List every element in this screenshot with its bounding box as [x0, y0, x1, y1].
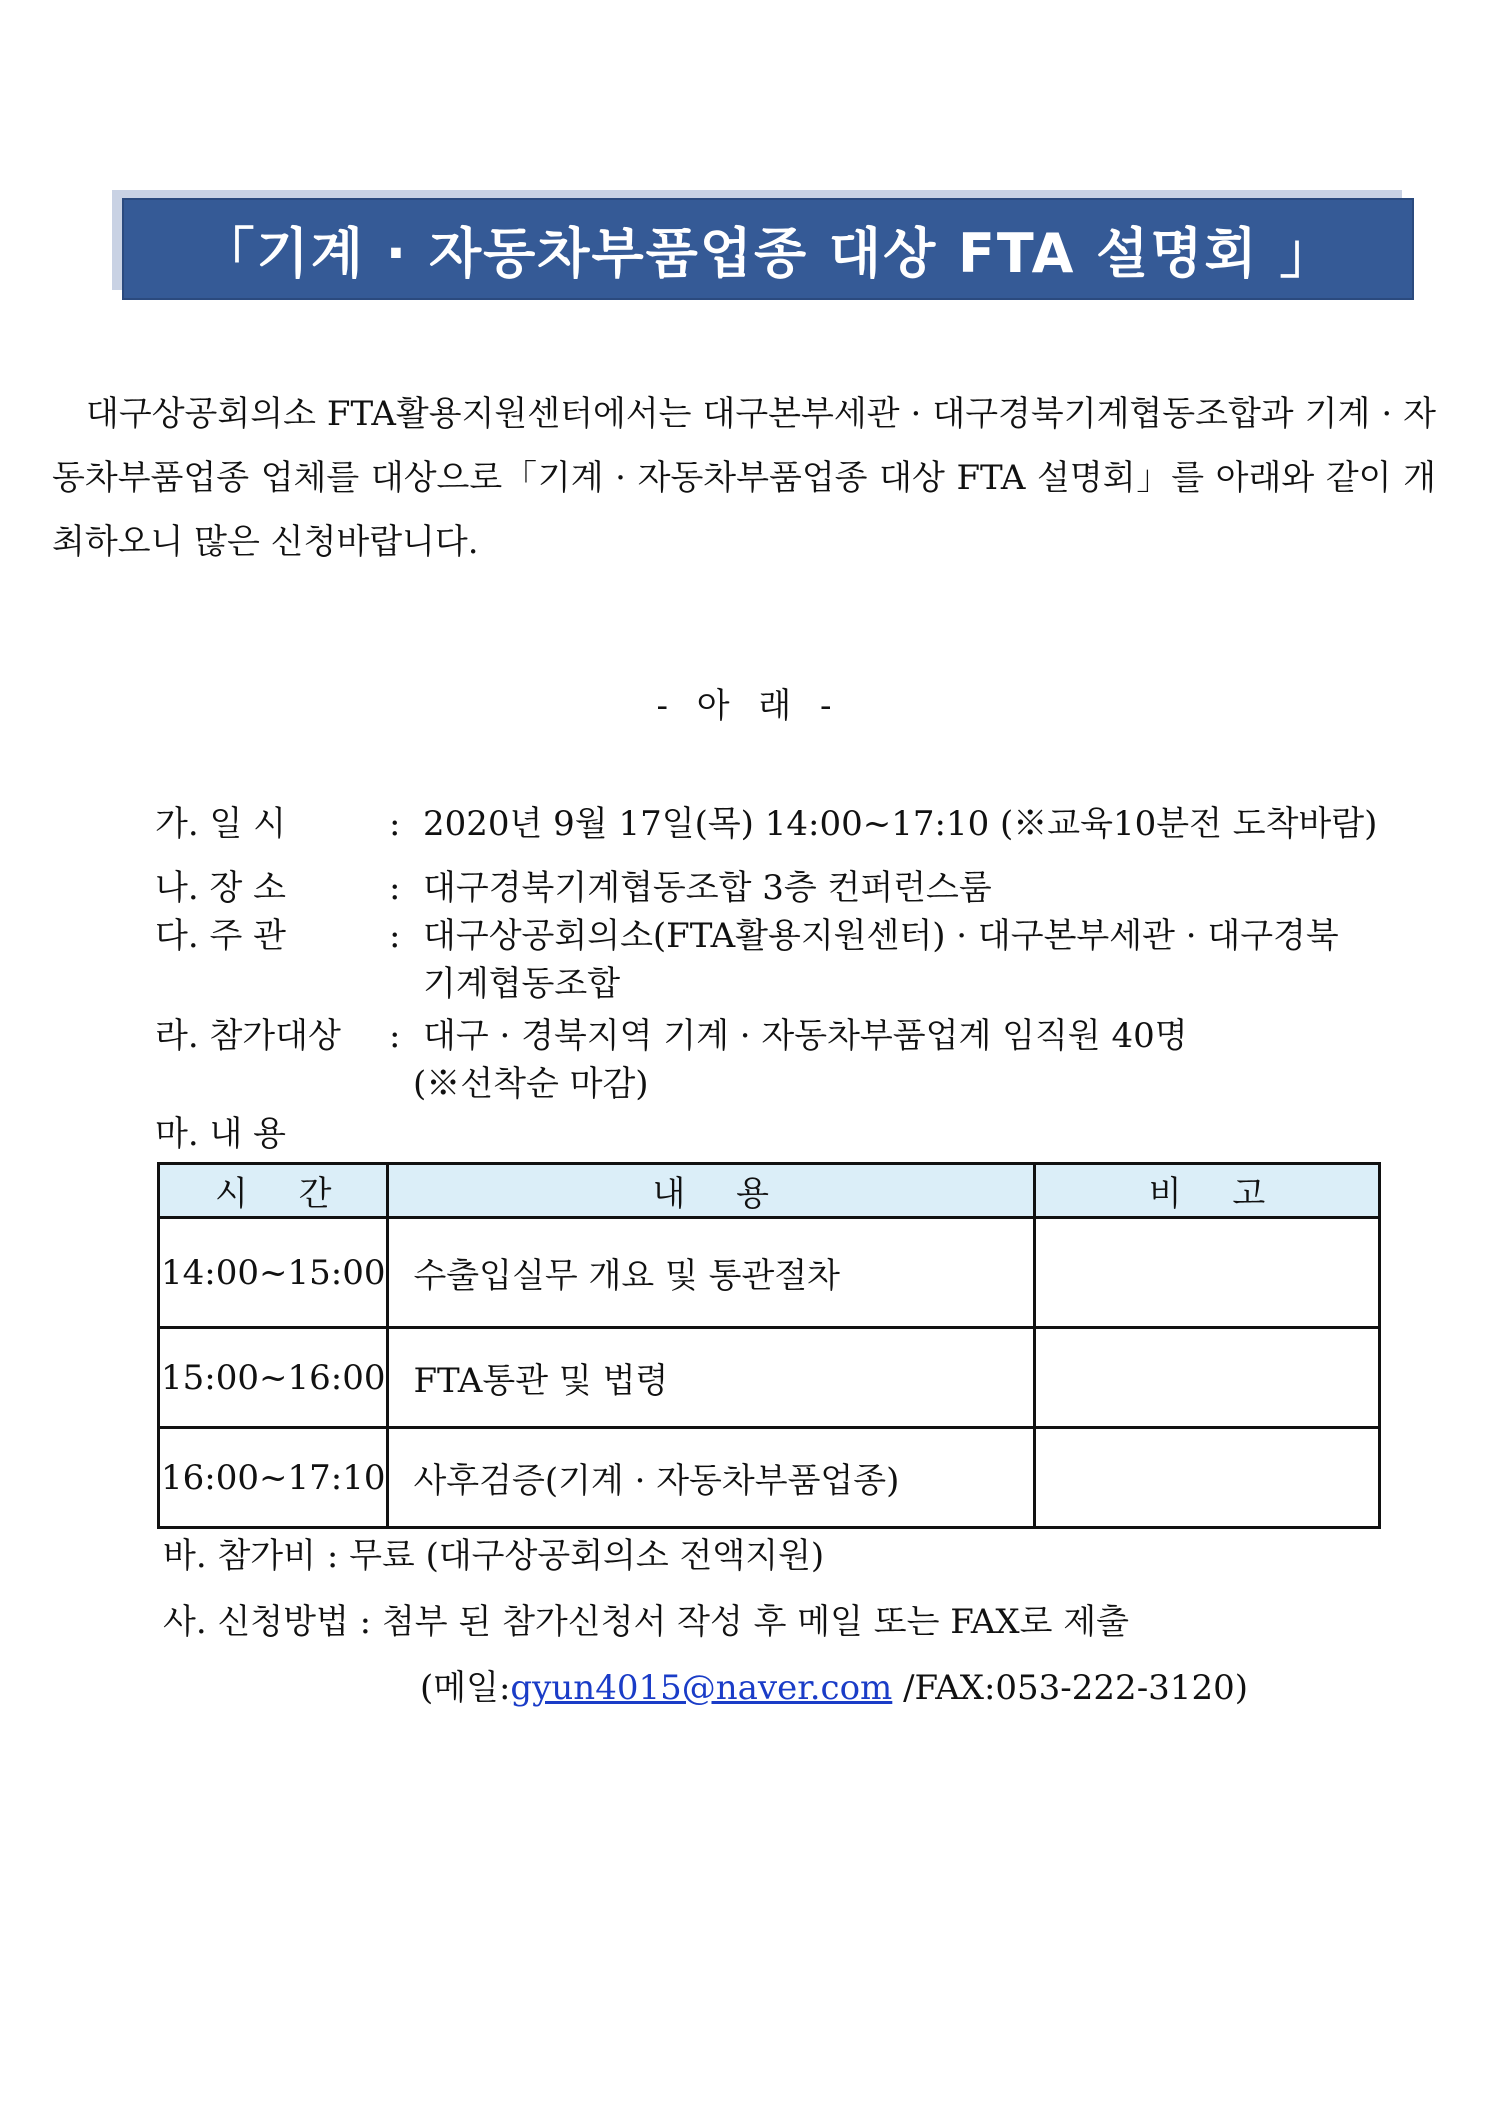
- item-apply-content: 첨부 된 참가신청서 작성 후 메일 또는 FAX로 제출: [381, 1602, 1129, 1642]
- item-fee-content: 무료 (대구상공회의소 전액지원): [349, 1536, 825, 1576]
- item-venue-content: 대구경북기계협동조합 3층 컨퍼런스룸: [423, 868, 992, 908]
- mail-prefix: (메일:: [420, 1668, 511, 1708]
- item-venue-label: 나. 장 소: [155, 868, 286, 908]
- colon: :: [389, 804, 401, 844]
- item-apply-label: 사. 신청방법: [163, 1602, 349, 1642]
- item-host: [155, 912, 1339, 960]
- notice-heading: - 아 래 -: [656, 686, 832, 726]
- item-fee-label: 바. 참가비: [163, 1536, 316, 1576]
- table-row: [159, 1218, 1380, 1328]
- row-note: [1035, 1428, 1380, 1528]
- colon: :: [359, 1602, 382, 1642]
- item-apply-contact: [420, 1664, 1248, 1712]
- colon: :: [326, 1536, 350, 1576]
- row-content: 사후검증(기계 · 자동차부품업종): [388, 1428, 1035, 1528]
- item-date-content: 2020년 9월 17일(목) 14:00~17:10 (※교육10분전 도착바람): [423, 804, 1378, 844]
- item-date-label: 가. 일 시: [155, 804, 286, 844]
- header-time: 시 간: [159, 1164, 388, 1218]
- row-content: 수출입실무 개요 및 통관절차: [388, 1218, 1035, 1328]
- item-program: [155, 1110, 389, 1158]
- row-time: 15:00~16:00: [159, 1328, 388, 1428]
- row-time: 14:00~15:00: [159, 1218, 388, 1328]
- header-content: 내 용: [388, 1164, 1035, 1218]
- colon: :: [389, 916, 401, 956]
- table-header-row: [159, 1164, 1380, 1218]
- row-note: [1035, 1328, 1380, 1428]
- item-target: [155, 1012, 1188, 1060]
- page-title: 「기계 · 자동차부품업종 대상 FTA 설명회 」: [200, 221, 1336, 285]
- item-host-content-line2: 기계협동조합: [423, 964, 621, 1004]
- fax-number: /FAX:053-222-3120): [892, 1668, 1248, 1708]
- item-target-label: 라. 참가대상: [155, 1016, 341, 1056]
- table-row: [159, 1428, 1380, 1528]
- colon: :: [389, 1016, 401, 1056]
- item-target-content: 대구 · 경북지역 기계 · 자동차부품업계 임직원 40명: [423, 1016, 1188, 1056]
- item-program-label: 마. 내 용: [155, 1114, 286, 1154]
- item-venue: [155, 864, 992, 912]
- row-note: [1035, 1218, 1380, 1328]
- table-row: [159, 1328, 1380, 1428]
- title-box: [122, 198, 1414, 300]
- item-target-content-line2: (※선착순 마감): [413, 1064, 649, 1104]
- row-time: 16:00~17:10: [159, 1428, 388, 1528]
- email-link[interactable]: gyun4015@naver.com: [510, 1668, 893, 1708]
- intro-paragraph: 대구상공회의소 FTA활용지원센터에서는 대구본부세관 · 대구경북기계협동조합과 기계 · 자동차부품업종 업체를 대상으로「기계 · 자동차부품업종 대상 FTA 설명회」를 아래와 같이 개최하오니 많은 신청바랍니다.: [52, 394, 1436, 562]
- item-apply: [163, 1598, 1129, 1646]
- row-content: FTA통관 및 법령: [388, 1328, 1035, 1428]
- item-fee: [163, 1532, 824, 1580]
- item-host-content: 대구상공회의소(FTA활용지원센터) · 대구본부세관 · 대구경북: [423, 916, 1339, 956]
- colon: :: [389, 868, 401, 908]
- header-note: 비 고: [1035, 1164, 1380, 1218]
- item-host-label: 다. 주 관: [155, 916, 286, 956]
- schedule-table: [157, 1162, 1381, 1529]
- title-banner: [112, 190, 1414, 300]
- item-date: [155, 800, 1377, 848]
